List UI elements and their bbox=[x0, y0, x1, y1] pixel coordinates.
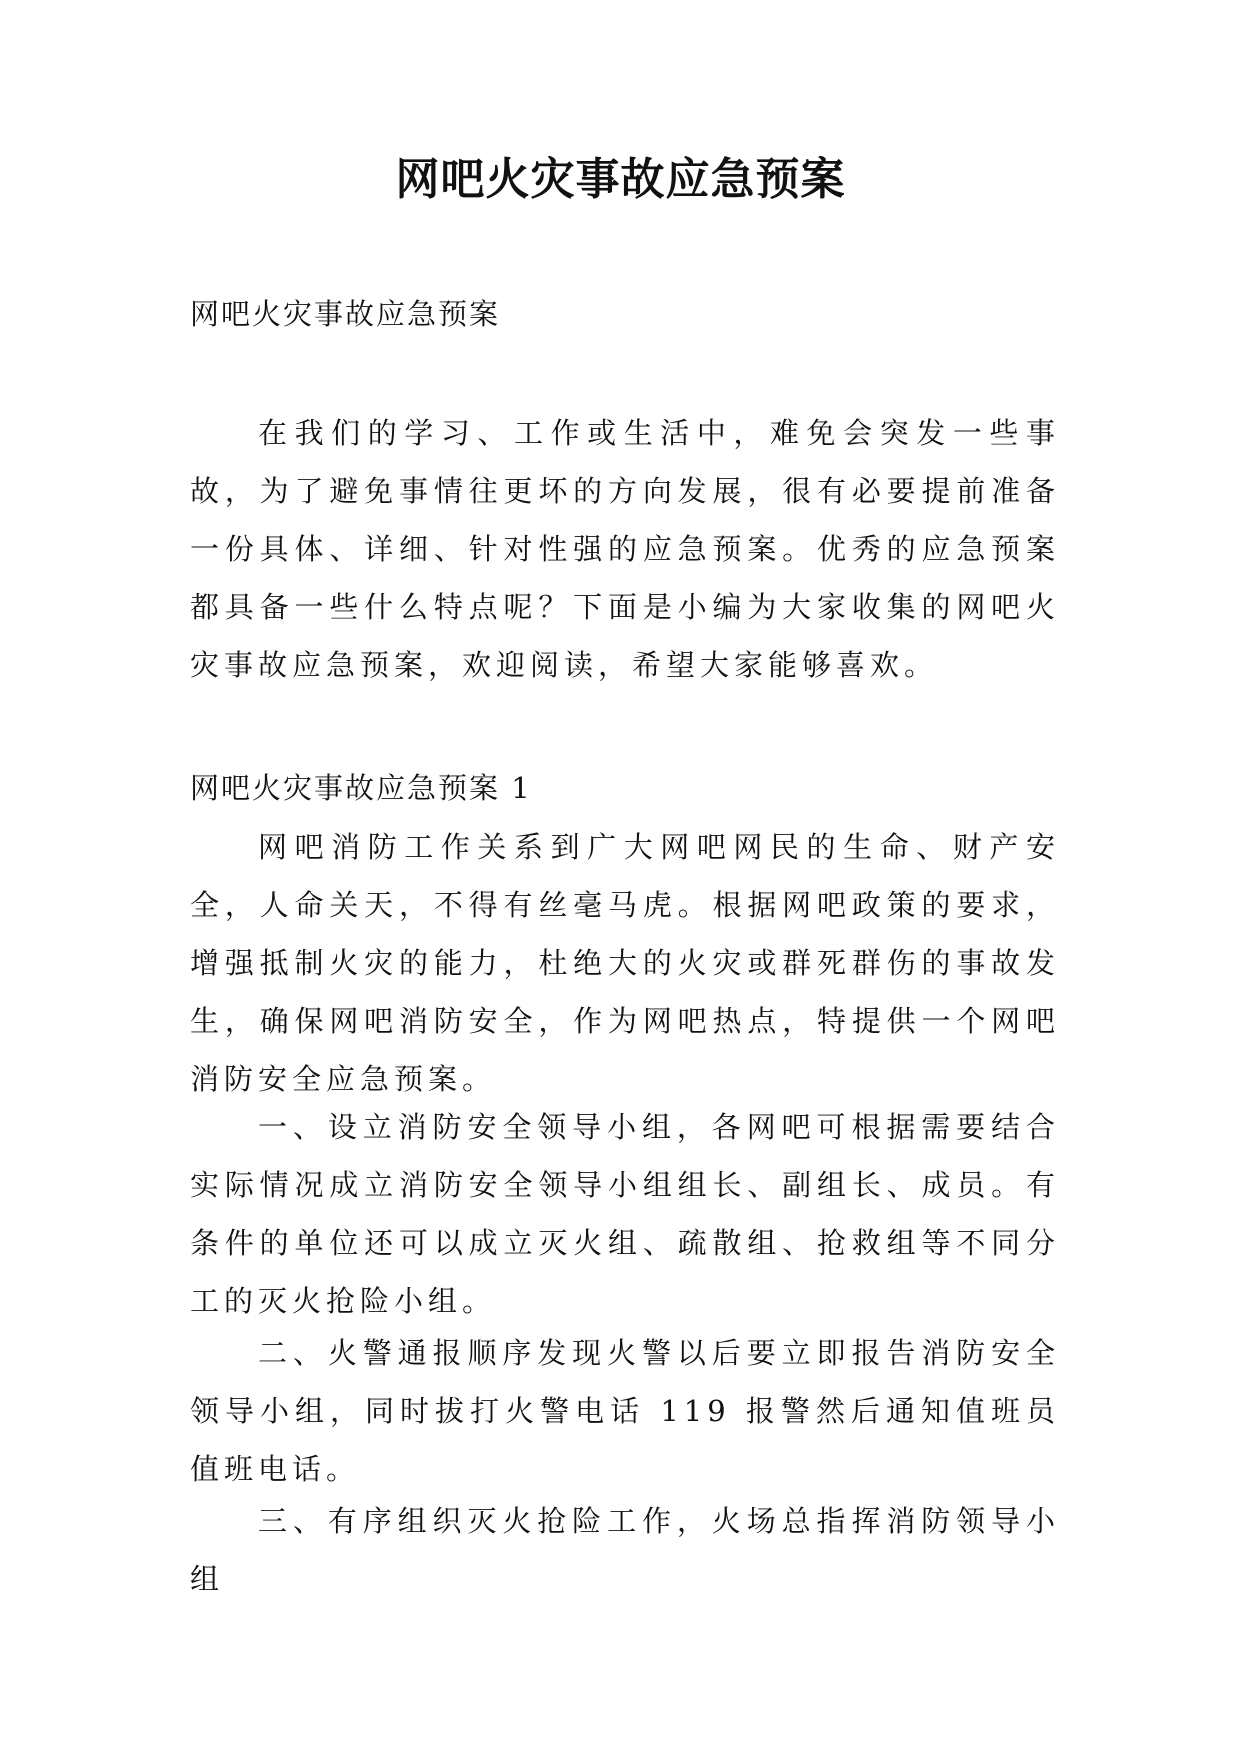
intro-paragraph: 在我们的学习、工作或生活中，难免会突发一些事故，为了避免事情往更坏的方向发展，很有必要提前准备一份具体、详细、针对性强的应急预案。优秀的应急预案都具备一些什么特点呢？下面是小编为大家收集的网吧火灾事故应急预案，欢迎阅读，希望大家能够喜欢。 bbox=[190, 416, 1060, 682]
document-subtitle: 网吧火灾事故应急预案 bbox=[190, 297, 501, 331]
body-paragraph: 二、火警通报顺序发现火警以后要立即报告消防安全领导小组，同时拔打火警电话 119 报警然后通知值班员值班电话。 bbox=[190, 1336, 1060, 1486]
document-title: 网吧火灾事故应急预案 bbox=[395, 154, 846, 205]
body-paragraph: 一、设立消防安全领导小组，各网吧可根据需要结合实际情况成立消防安全领导小组组长、副组长、成员。有条件的单位还可以成立灭火组、疏散组、抢救组等不同分工的灭火抢险小组。 bbox=[190, 1110, 1060, 1318]
body-paragraph: 网吧消防工作关系到广大网吧网民的生命、财产安全，人命关天，不得有丝毫马虎。根据网吧政策的要求，增强抵制火灾的能力，杜绝大的火灾或群死群伤的事故发生，确保网吧消防安全，作为网吧热点，特提供一个网吧消防安全应急预案。 bbox=[190, 830, 1060, 1096]
section-heading: 网吧火灾事故应急预案 1 bbox=[190, 771, 532, 805]
body-paragraph: 三、有序组织灭火抢险工作，火场总指挥消防领导小组 bbox=[190, 1504, 1060, 1596]
